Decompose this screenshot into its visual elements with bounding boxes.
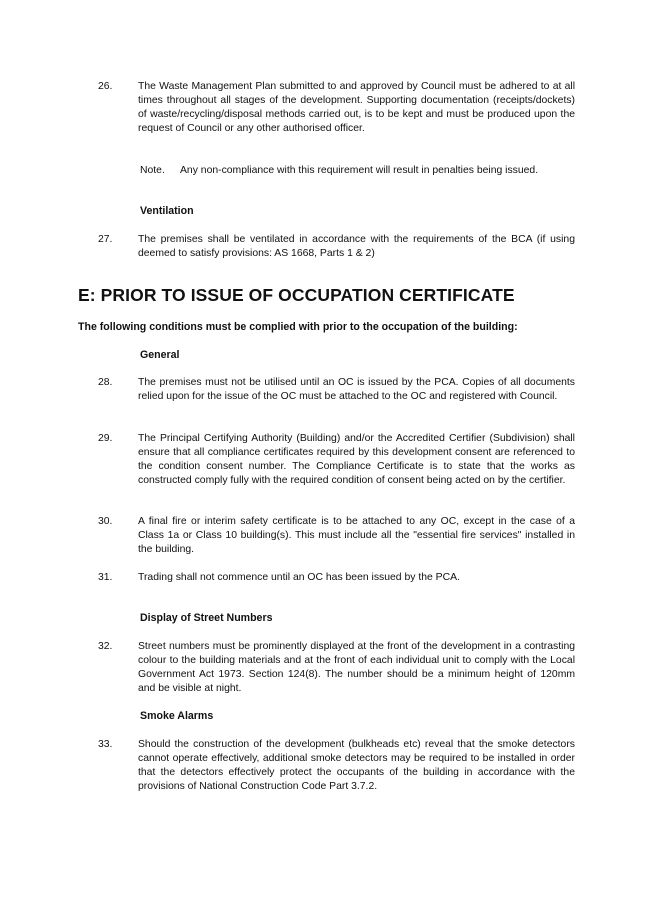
- smoke-alarms-heading: Smoke Alarms: [140, 710, 214, 722]
- condition-number: 30.: [98, 516, 113, 527]
- condition-number: 32.: [98, 641, 113, 652]
- condition-number: 26.: [98, 81, 113, 92]
- condition-28: [98, 376, 575, 404]
- condition-text: Should the construction of the development (bulkheads etc) reveal that the smoke detectors cannot operate effectively, additional smoke detectors may be required to be installed in order that the detectors effectively protect the occupants of the building in accordance with the provisions of National Construction Code Part 3.7.2.: [138, 739, 575, 792]
- note-label: Note.: [140, 165, 165, 176]
- condition-text: The premises shall be ventilated in accordance with the requirements of the BCA (if using deemed to satisfy provisions: AS 1668, Parts 1 & 2): [138, 234, 575, 259]
- condition-number: 33.: [98, 739, 113, 750]
- condition-text: A final fire or interim safety certificate is to be attached to any OC, except in the case of a Class 1a or Class 10 building(s). This must include all the "essential fire services" installed in the building.: [138, 516, 575, 555]
- condition-27: [98, 233, 575, 261]
- section-intro: The following conditions must be complied with prior to the occupation of the building:: [78, 321, 518, 333]
- condition-number: 28.: [98, 377, 113, 388]
- condition-text: The Principal Certifying Authority (Building) and/or the Accredited Certifier (Subdivision) shall ensure that all compliance certificates required by this development consent are referenced to the condition consent number. The Compliance Certificate is to state that the works as constructed comply fully with the required condition of consent being acted on by the certifier.: [138, 433, 575, 486]
- condition-number: 31.: [98, 572, 113, 583]
- ventilation-heading: Ventilation: [140, 205, 194, 217]
- condition-number: 27.: [98, 234, 113, 245]
- penalty-note: [140, 164, 575, 178]
- condition-26: [98, 80, 575, 136]
- condition-33: [98, 738, 575, 794]
- condition-text: The Waste Management Plan submitted to and approved by Council must be adhered to at all times throughout all stages of the development. Supporting documentation (receipts/dockets) of waste/recycling/disposal methods carried out, is to be kept and must be produced upon the request of Council or any other authorised officer.: [138, 81, 575, 134]
- note-text: Any non-compliance with this requirement will result in penalties being issued.: [180, 165, 539, 176]
- section-title: E: PRIOR TO ISSUE OF OCCUPATION CERTIFICATE: [78, 285, 515, 305]
- condition-32: [98, 640, 575, 696]
- condition-number: 29.: [98, 433, 113, 444]
- general-heading: General: [140, 349, 180, 361]
- condition-text: Trading shall not commence until an OC has been issued by the PCA.: [138, 572, 460, 583]
- condition-text: Street numbers must be prominently displayed at the front of the development in a contrasting colour to the building materials and at the front of each individual unit to comply with the Local Government Act 1973. Section 124(8). The number should be a minimum height of 120mm and be visible at night.: [138, 641, 575, 694]
- condition-31: [98, 571, 575, 585]
- condition-29: [98, 432, 575, 488]
- condition-text: The premises must not be utilised until an OC is issued by the PCA. Copies of all documents relied upon for the issue of the OC must be attached to the OC and registered with Council.: [138, 377, 575, 402]
- street-numbers-heading: Display of Street Numbers: [140, 612, 273, 624]
- condition-30: [98, 515, 575, 557]
